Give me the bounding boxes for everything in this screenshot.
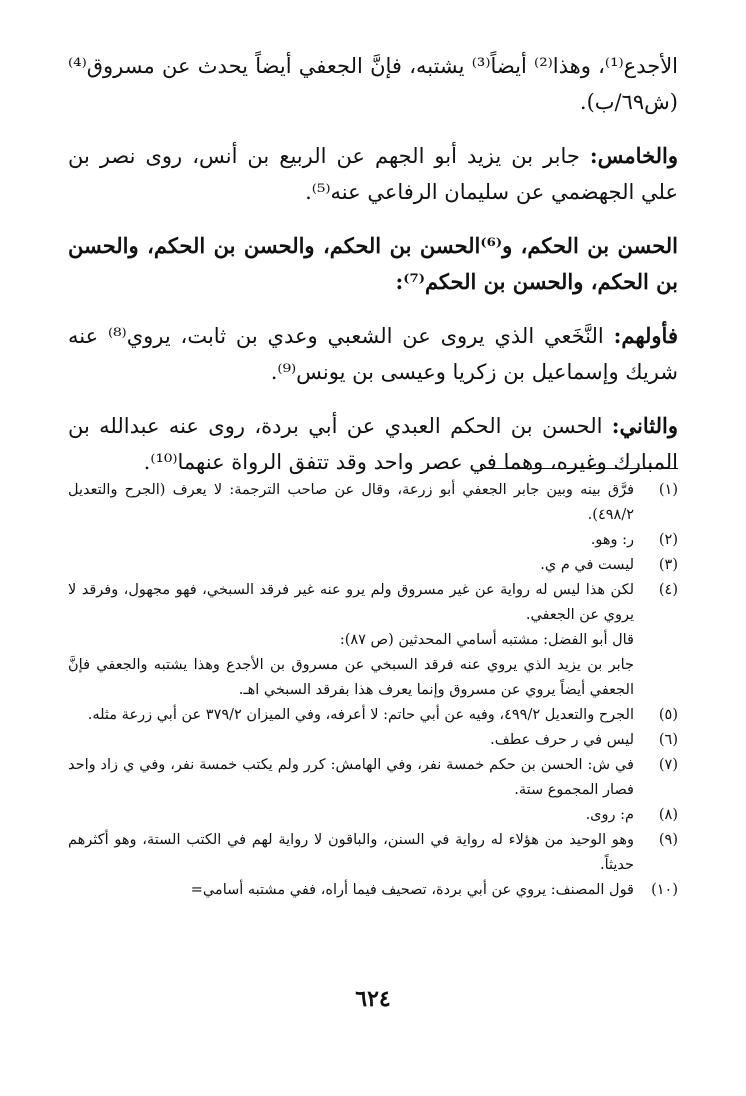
footnote-number: (٢): [658, 532, 678, 548]
footnote-number: (٥): [658, 707, 678, 723]
page-number: ٦٢٤: [355, 986, 391, 1012]
footnote-4: [68, 578, 678, 628]
footnote-10: [68, 878, 678, 903]
footnote-text: قال أبو الفضل: مشتبه أسامي المحدثين (ص ٨٧):: [339, 632, 634, 648]
footnote-text: الجرح والتعديل ٤٩٩/٢، وفيه عن أبي حاتم: لا أعرفه، وفي الميزان ٣٧٩/٢ عن أبي زرعة مثله.: [87, 707, 634, 723]
paragraph-5: [68, 408, 678, 480]
footnote-number: (٣): [658, 557, 678, 573]
footnote-number: (١): [658, 482, 678, 498]
paragraph-4-lead: فأولهم:: [613, 323, 678, 348]
footnote-number: (١٠): [651, 882, 678, 898]
footnote-4-quote: [68, 653, 678, 703]
footnote-number: (٤): [658, 582, 678, 598]
footnote-6: [68, 728, 678, 753]
footnote-number: (٧): [658, 757, 678, 773]
footnote-text: ليست في م ي.: [540, 557, 634, 573]
footnote-7: [68, 753, 678, 803]
footnote-4-continuation: [68, 628, 678, 653]
footnote-number: [634, 653, 678, 703]
footnote-text: جابر بن يزيد الذي يروي عنه فرقد السبخي عن مسروق بن الأجدع وهذا يشتبه والجعفي فإنَّ الجعفي أيضاً يروي عن مسروق وإنما يعرف هذا بفرقد السبخي اهـ.: [68, 657, 634, 698]
footnote-number: (٦): [658, 732, 678, 748]
main-text: [68, 48, 678, 498]
paragraph-5-text: الحسن بن الحكم العبدي عن أبي بردة، روى عنه عبدالله بن المبارك وغيره، وهما في عصر واحد وقد تتفق الرواة عنهما⁽¹⁰⁾.: [68, 414, 678, 474]
footnote-text: ر: وهو.: [590, 532, 634, 548]
footnote-number: (٩): [658, 832, 678, 848]
paragraph-4-text: النَّخَعي الذي يروى عن الشعبي وعدي بن ثابت، يروي⁽⁸⁾ عنه شريك وإسماعيل بن زكريا وعيسى بن يونس⁽⁹⁾.: [68, 324, 678, 384]
footnote-text: في ش: الحسن بن حكم خمسة نفر، وفي الهامش: كرر ولم يكتب خمسة نفر، وفي ي زاد واحد فصار المجموع ستة.: [68, 757, 634, 798]
footnote-separator: [480, 468, 678, 469]
footnote-text: قول المصنف: يروي عن أبي بردة، تصحيف فيما أراه، ففي مشتبه أسامي=: [190, 882, 634, 898]
footnote-text: فرَّق بينه وبين جابر الجعفي أبو زرعة، وقال عن صاحب الترجمة: لا يعرف (الجرح والتعديل ٤٩٨/٢).: [68, 482, 634, 523]
footnote-3: [68, 553, 678, 578]
paragraph-2-text: جابر بن يزيد أبو الجهم عن الربيع بن أنس، روى نصر بن علي الجهضمي عن سليمان الرفاعي عنه⁽⁵⁾.: [68, 144, 678, 204]
footnote-text: م: روى.: [585, 807, 634, 823]
footnotes: [68, 478, 678, 903]
paragraph-5-lead: والثاني:: [611, 413, 678, 438]
paragraph-1-text: الأجدع⁽¹⁾، وهذا⁽²⁾ أيضاً⁽³⁾ يشتبه، فإنَّ الجعفي أيضاً يحدث عن مسروق⁽⁴⁾ (ش٦٩/ب).: [68, 54, 679, 114]
footnote-5: [68, 703, 678, 728]
paragraph-4: [68, 318, 678, 390]
footnote-number: (٨): [658, 807, 678, 823]
footnote-number: [634, 628, 678, 653]
footnote-text: وهو الوحيد من هؤلاء له رواية في السنن، والباقون لا رواية لهم في الكتب الستة، وهو أكثرهم حديثاً.: [68, 832, 634, 873]
paragraph-2: [68, 138, 678, 210]
paragraph-3-text: الحسن بن الحكم، و⁽⁶⁾الحسن بن الحكم، والحسن بن الحكم، والحسن بن الحكم، والحسن بن الحكم⁽⁷⁾:: [68, 233, 678, 294]
footnote-2: [68, 528, 678, 553]
paragraph-2-lead: والخامس:: [589, 143, 678, 168]
paragraph-3: [68, 228, 678, 300]
footnote-9: [68, 828, 678, 878]
footnote-text: ليس في ر حرف عطف.: [490, 732, 634, 748]
footnote-8: [68, 803, 678, 828]
footnote-1: [68, 478, 678, 528]
paragraph-1: [68, 48, 678, 120]
footnote-text: لكن هذا ليس له رواية عن غير مسروق ولم يرو عنه غير فرقد السبخي، فهو مجهول، وفرقد لا يروي عن الجعفي.: [68, 582, 634, 623]
